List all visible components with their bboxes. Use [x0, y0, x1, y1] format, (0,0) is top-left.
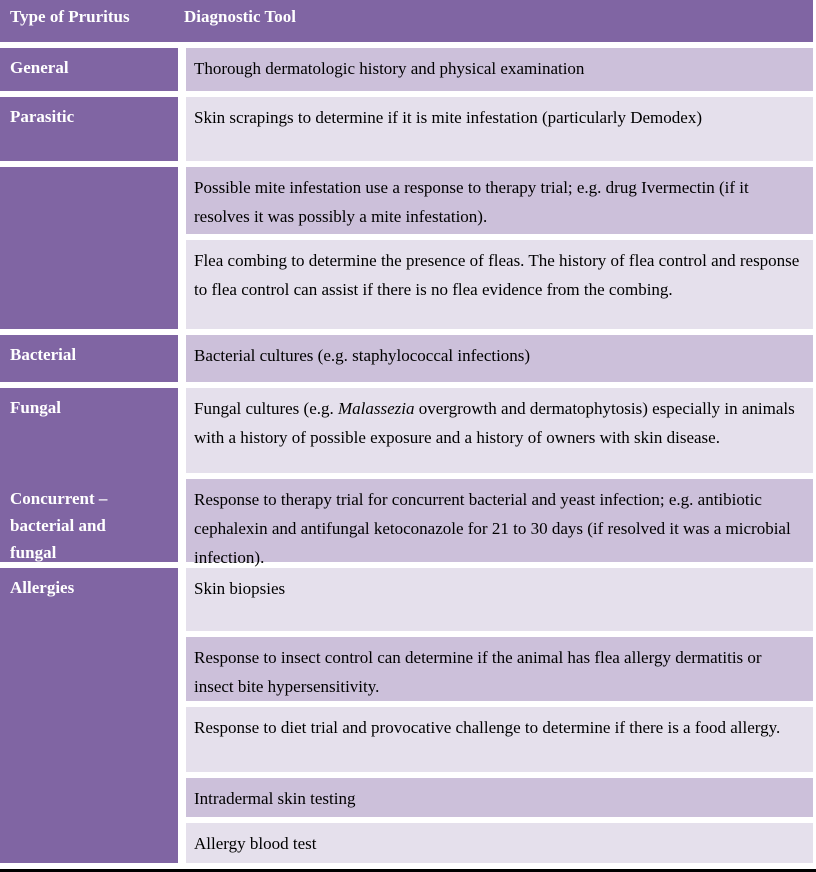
- tool-cell-flea-combing: Flea combing to determine the presence of fleas. The history of flea control and response to flea control can assist if there is no flea evidence from the combing.: [186, 240, 813, 329]
- header-type-of-pruritus: Type of Pruritus: [10, 7, 130, 26]
- tool-cell-concurrent-therapy-trial: Response to therapy trial for concurrent bacterial and yeast infection; e.g. antibiotic cephalexin and antifungal ketoconazole for 21 to 30 days (if resolved it was a microbial infection).: [186, 479, 813, 562]
- tool-cell-allergy-blood-test: Allergy blood test: [186, 823, 813, 863]
- row-label-fungal-concurrent: [0, 388, 178, 562]
- row-label-parasitic: Parasitic: [0, 97, 178, 161]
- tool-cell-intradermal-testing: Intradermal skin testing: [186, 778, 813, 817]
- tool-cell-bacterial-cultures: Bacterial cultures (e.g. staphylococcal infections): [186, 335, 813, 382]
- tool-cell-insect-control: Response to insect control can determine if the animal has flea allergy dermatitis or insect bite hypersensitivity.: [186, 637, 813, 701]
- tool-cell-skin-scrapings: Skin scrapings to determine if it is mite infestation (particularly Demodex): [186, 97, 813, 161]
- row-label-parasitic-continued: [0, 167, 178, 329]
- row-label-bacterial: Bacterial: [0, 335, 178, 382]
- row-label-concurrent: Concurrent – bacterial and fungal: [10, 489, 108, 562]
- tool-cell-skin-biopsies: Skin biopsies: [186, 568, 813, 631]
- tool-cell-fungal-cultures: [186, 388, 813, 473]
- row-label-allergies: Allergies: [0, 568, 178, 863]
- row-label-fungal: Fungal: [10, 398, 62, 417]
- tool-cell-diet-trial: Response to diet trial and provocative challenge to determine if there is a food allergy.: [186, 707, 813, 772]
- fungal-text-end: overgrowth and dermatophytosis) especially in animals with a history of possible exposure and a history of owners with skin disease.: [194, 399, 795, 447]
- fungal-text-start: Fungal cultures (e.g.: [194, 399, 338, 418]
- tool-cell-mite-therapy-trial: Possible mite infestation use a response to therapy trial; e.g. drug Ivermectin (if it resolves it was possibly a mite infestation).: [186, 167, 813, 234]
- tool-cell-history-exam: Thorough dermatologic history and physical examination: [186, 48, 813, 91]
- row-label-general: General: [0, 48, 178, 91]
- header-diagnostic-tool: Diagnostic Tool: [184, 7, 296, 26]
- table-header-row: [0, 0, 813, 42]
- fungal-text-malassezia: Malassezia: [338, 399, 415, 418]
